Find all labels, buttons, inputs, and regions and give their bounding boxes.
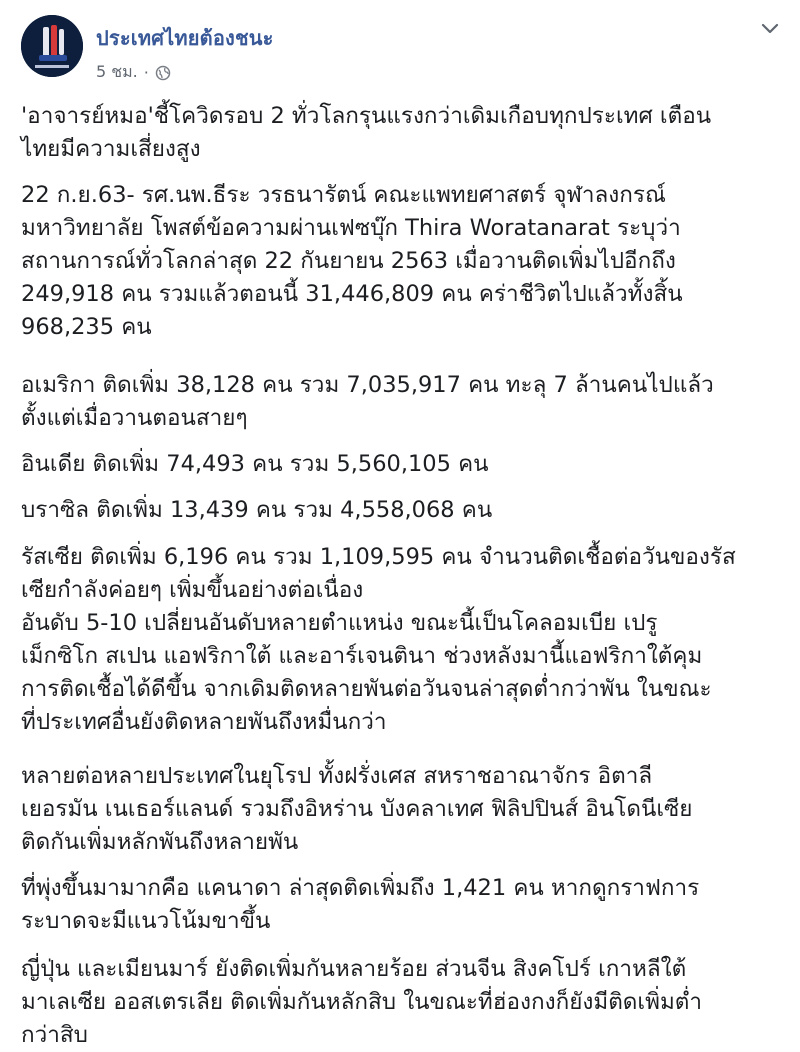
post-paragraph: 22 ก.ย.63- รศ.นพ.ธีระ วรธนารัตน์ คณะแพทยศาสตร์ จุฬาลงกรณ์ มหาวิทยาลัย โพสต์ข้อความผ่านเฟซบุ๊ก Thira Woratanarat ระบุว่า สถานการณ์ทั่วโลกล่าสุด 22 กันยายน 2563 เมื่อวานติดเพิ่มไปอีกถึง 249,918 คน รวมแล้วตอนนี้ 31,446,809 คน คร่าชีวิตไปแล้วทั้งสิ้น 968,235 คน <box>21 182 683 340</box>
post-paragraph: หลายต่อหลายประเทศในยุโรป ทั้งฝรั่งเศส สหราชอาณาจักร อิตาลี เยอรมัน เนเธอร์แลนด์ รวมถึงอิหร่าน บังคลาเทศ ฟิลิปปินส์ อินโดนีเซีย ติดกันเพิ่มหลักพันถึงหลายพัน <box>21 763 693 855</box>
page-avatar[interactable] <box>21 15 83 77</box>
meta-separator: · <box>143 63 149 82</box>
post-paragraph: ที่พุ่งขึ้นมามากคือ แคนาดา ล่าสุดติดเพิ่มถึง 1,421 คน หากดูกราฟการ ระบาดจะมีแนวโน้มขาขึ้น <box>21 875 700 934</box>
post-timestamp[interactable]: 5 ชม. <box>96 62 138 81</box>
post-paragraph: รัสเซีย ติดเพิ่ม 6,196 คน รวม 1,109,595 คน จำนวนติดเชื้อต่อวันของรัส เซียกำลังค่อยๆ เพิ่มขึ้นอย่างต่อเนื่อง <box>21 544 736 603</box>
post-paragraph-headline: 'อาจารย์หมอ'ชี้โควิดรอบ 2 ทั่วโลกรุนแรงกว่าเดิมเกือบทุกประเทศ เตือน ไทยมีความเสี่ยงสูง <box>21 103 712 162</box>
post-header <box>0 0 800 100</box>
globe-icon[interactable] <box>155 65 171 81</box>
post-meta <box>96 60 171 85</box>
post-paragraph: ญี่ปุ่น และเมียนมาร์ ยังติดเพิ่มกันหลายร้อย ส่วนจีน สิงคโปร์ เกาหลีใต้ มาเลเซีย ออสเตรเลีย ติดเพิ่มกันหลักสิบ ในขณะที่ฮ่องกงก็ยังมีติดเพิ่มต่ำ กว่าสิบ <box>21 956 703 1048</box>
post-paragraph: บราซิล ติดเพิ่ม 13,439 คน รวม 4,558,068 คน <box>21 497 493 523</box>
post-paragraph: อันดับ 5-10 เปลี่ยนอันดับหลายตำแหน่ง ขณะนี้เป็นโคลอมเบีย เปรู เม็กซิโก สเปน แอฟริกาใต้ และอาร์เจนตินา ช่วงหลังมานี้แอฟริกาใต้คุม การติดเชื้อได้ดีขึ้น จากเดิมติดหลายพันต่อวันจนล่าสุดต่ำกว่าพัน ในขณะ ที่ประเทศอื่นยังติดหลายพันถึงหมื่นกว่า <box>21 610 712 735</box>
post-paragraph: อเมริกา ติดเพิ่ม 38,128 คน รวม 7,035,917 คน ทะลุ 7 ล้านคนไปแล้ว ตั้งแต่เมื่อวานตอนสายๆ <box>21 372 714 431</box>
page-logo-icon <box>21 15 83 77</box>
post-paragraph: อินเดีย ติดเพิ่ม 74,493 คน รวม 5,560,105 คน <box>21 451 489 477</box>
page-name-link[interactable]: ประเทศไทยต้องชนะ <box>96 26 274 50</box>
chevron-down-icon[interactable] <box>758 18 782 40</box>
